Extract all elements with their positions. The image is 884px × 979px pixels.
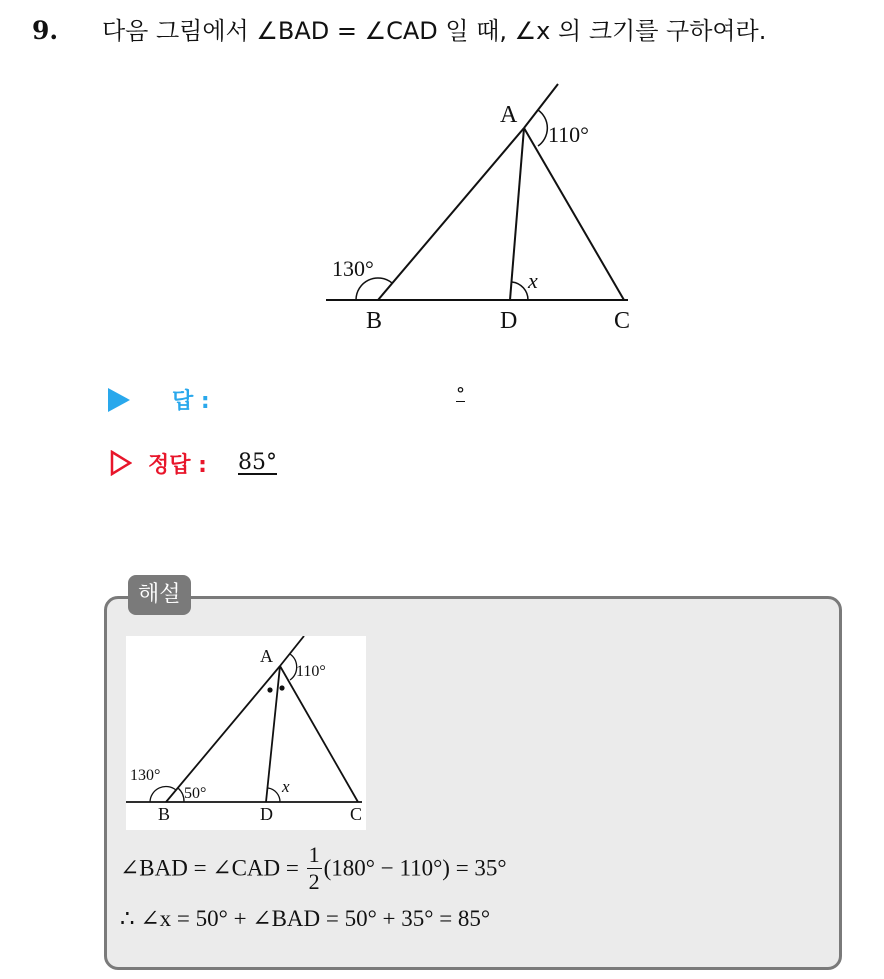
equation-line-1 [120, 844, 507, 893]
fraction-numerator: 1 [308, 842, 320, 867]
question-text: 다음 그림에서 ∠BAD = ∠CAD 일 때, ∠x 의 크기를 구하여라. [102, 17, 767, 45]
equal-angle-dot-left [267, 687, 272, 692]
small-ray-ext [280, 636, 304, 666]
question [32, 14, 766, 48]
explanation-figure [126, 636, 366, 830]
fraction-half [307, 844, 322, 893]
label-a: A [500, 102, 518, 128]
small-arc-x [268, 788, 280, 802]
label-angle-a: 110° [548, 122, 589, 147]
play-arrow-icon [108, 388, 130, 412]
outline-arrow-icon [110, 450, 132, 476]
small-label-angle-a: 110° [296, 663, 326, 680]
equation-line-2: ∴ ∠x = 50° + ∠BAD = 50° + 35° = 85° [120, 906, 491, 931]
label-c: C [614, 308, 631, 334]
equal-angle-dot-right [279, 685, 284, 690]
segment-ad [510, 128, 524, 300]
fraction-denominator: 2 [308, 869, 320, 894]
small-label-angle-b-inner: 50° [184, 785, 207, 802]
question-number: 9. [32, 16, 59, 45]
label-b: B [366, 308, 383, 334]
eq1-left: ∠BAD = ∠CAD = [120, 855, 299, 881]
triangle-figure [320, 76, 650, 346]
small-side-ac [280, 666, 358, 802]
side-ab [378, 128, 524, 300]
small-side-ab [166, 666, 280, 802]
correct-answer-row [108, 448, 528, 484]
answer-row [108, 384, 528, 420]
small-label-b: B [158, 804, 171, 824]
answer-unit[interactable]: ° [456, 384, 465, 405]
answer-label: 답 : [172, 389, 210, 414]
small-segment-ad [266, 666, 280, 802]
small-label-a: A [260, 646, 273, 666]
label-angle-b: 130° [332, 256, 374, 281]
small-label-angle-x: x [282, 777, 290, 796]
correct-value: 85° [238, 450, 277, 475]
label-d: D [500, 308, 518, 334]
correct-label: 정답 : [148, 453, 207, 478]
label-angle-x: x [528, 268, 538, 293]
explanation-tab: 해설 [128, 575, 191, 615]
side-ac [524, 128, 624, 300]
small-label-d: D [260, 804, 273, 824]
angle-arc-x [512, 282, 528, 300]
small-label-angle-b: 130° [130, 767, 161, 784]
angle-arc-a [538, 110, 547, 146]
small-label-c: C [350, 804, 363, 824]
eq1-right: (180° − 110°) = 35° [323, 855, 507, 881]
